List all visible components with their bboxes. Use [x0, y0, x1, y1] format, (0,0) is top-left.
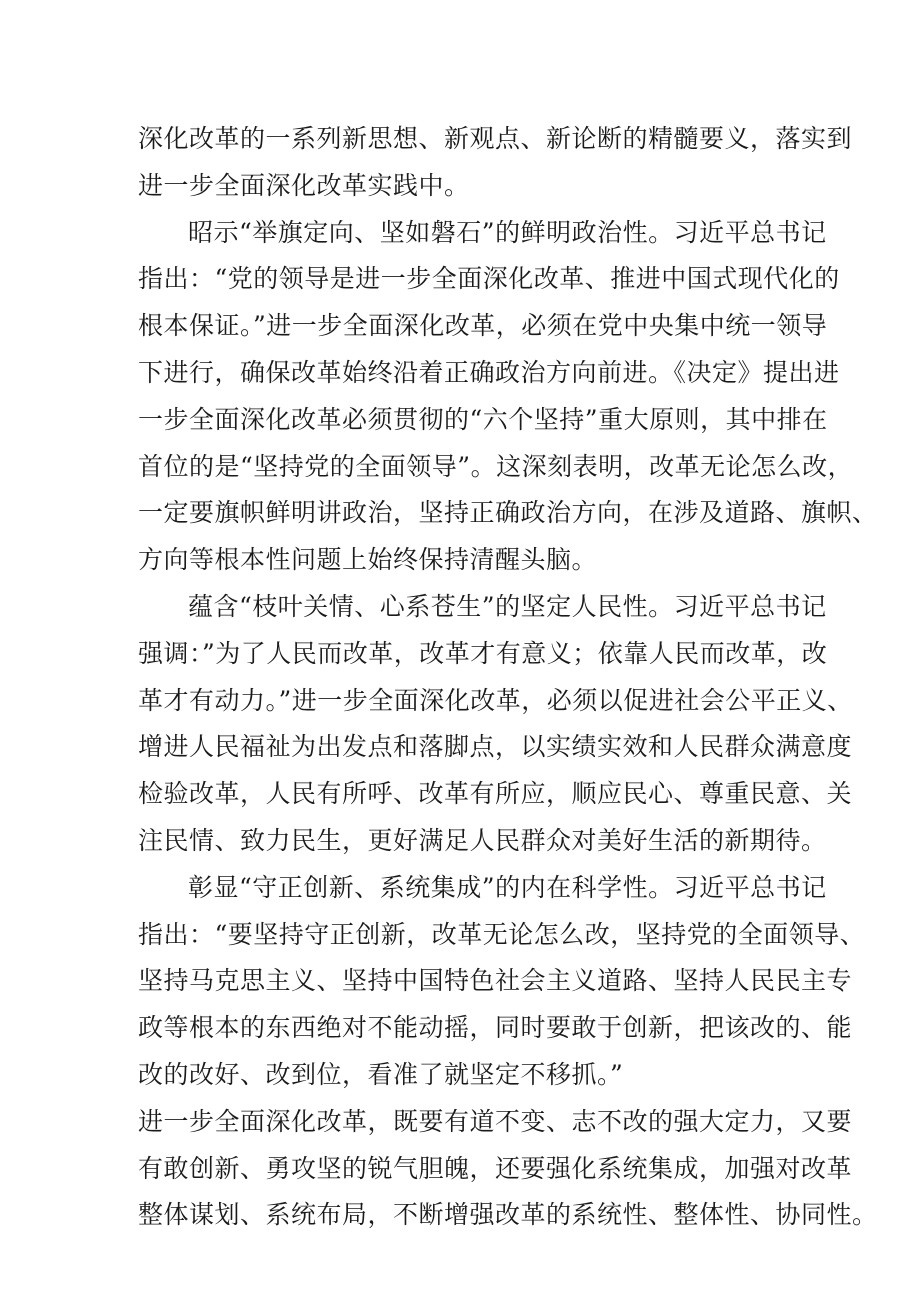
text-line: 首位的是“坚持党的全面领导”。这深刻表明，改革无论怎么改，: [138, 451, 854, 481]
paragraph-continuation: [138, 116, 853, 210]
text-line: 昭示“举旗定向、坚如磐石”的鲜明政治性。习近平总书记: [188, 217, 827, 247]
text-line: 增进人民福祉为出发点和落脚点，以实绩实效和人民群众满意度: [138, 732, 853, 762]
paragraph-people-nature: [138, 584, 853, 865]
document-body: [138, 116, 878, 1239]
text-line: 进一步全面深化改革，既要有道不变、志不改的强大定力，又要: [138, 1106, 853, 1136]
text-line: 强调：”为了人民而改革，改革才有意义；依靠人民而改革，改: [138, 638, 828, 668]
text-line: 有敢创新、勇攻坚的锐气胆魄，还要强化系统集成，加强对改革: [138, 1153, 853, 1183]
text-line: 指出：“党的领导是进一步全面深化改革、推进中国式现代化的: [138, 264, 840, 294]
text-line: 注民情、致力民生，更好满足人民群众对美好生活的新期待。: [138, 825, 827, 855]
text-line: 坚持马克思主义、坚持中国特色社会主义道路、坚持人民民主专: [138, 966, 853, 996]
text-line: 深化改革的一系列新思想、新观点、新论断的精髓要义，落实到: [138, 124, 853, 153]
text-line: 彰显“守正创新、系统集成”的内在科学性。习近平总书记: [188, 872, 827, 902]
paragraph-political-nature: [138, 210, 878, 584]
text-line: 蕴含“枝叶关情、心系苍生”的坚定人民性。习近平总书记: [188, 591, 827, 621]
text-line: 进一步全面深化改革实践中。: [138, 170, 470, 200]
text-line: 检验改革，人民有所呼、改革有所应，顺应民心、尊重民意、关: [138, 779, 853, 809]
text-line: 革才有动力。”进一步全面深化改革，必须以促进社会公平正义、: [138, 685, 853, 715]
text-line: 一步全面深化改革必须贯彻的“六个坚持”重大原则，其中排在: [138, 404, 828, 434]
text-line: 下进行，确保改革始终沿着正确政治方向前进。《决定》提出进: [138, 357, 840, 387]
text-line: 方向等根本性问题上始终保持清醒头脑。: [138, 545, 598, 575]
text-line: 政等根本的东西绝对不能动摇，同时要敢于创新，把该改的、能: [138, 1013, 853, 1043]
text-line: 一定要旗帜鲜明讲政治，坚持正确政治方向，在涉及道路、旗帜、: [138, 498, 878, 528]
text-line: 整体谋划、系统布局，不断增强改革的系统性、整体性、协同性。: [138, 1200, 878, 1230]
text-line: 根本保证。”进一步全面深化改革，必须在党中央集中统一领导: [138, 311, 828, 341]
paragraph-scientific-nature: [138, 865, 866, 1099]
text-line: 指出：“要坚持守正创新，改革无论怎么改，坚持党的全面领导、: [138, 919, 866, 949]
paragraph-conclusion: [138, 1099, 878, 1239]
text-line: 改的改好、改到位，看准了就坚定不移抓。”: [138, 1059, 624, 1089]
